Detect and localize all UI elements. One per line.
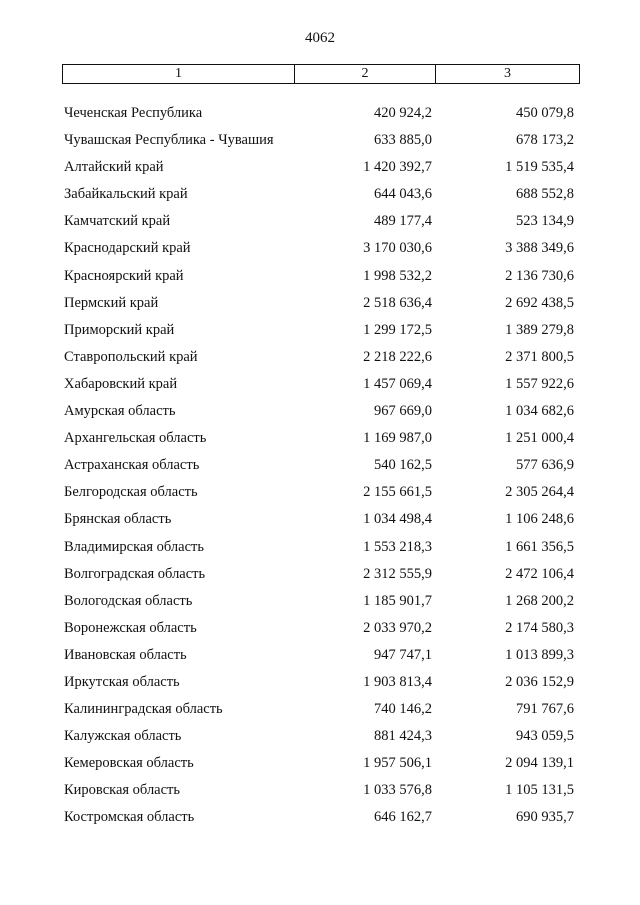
region-name: Чеченская Республика	[64, 105, 203, 121]
value-column-3: 2 472 106,4	[505, 565, 574, 582]
value-column-2: 2 155 661,5	[363, 484, 432, 501]
region-name: Кировская область	[64, 782, 181, 799]
value-column-2: 881 424,3	[374, 728, 432, 745]
table-row	[0, 100, 640, 127]
region-name: Архангельская область	[64, 430, 207, 447]
table-row	[0, 263, 640, 290]
value-column-2: 740 146,2	[374, 701, 432, 718]
value-column-3: 2 136 730,6	[505, 267, 574, 284]
value-column-3: 690 935,7	[516, 809, 574, 826]
value-column-3: 1 106 248,6	[505, 511, 574, 528]
region-name: Забайкальский край	[64, 186, 188, 203]
table-row	[0, 208, 640, 235]
value-column-3: 577 636,9	[516, 457, 574, 474]
value-column-2: 1 034 498,4	[363, 511, 432, 528]
region-name: Калужская область	[64, 728, 182, 745]
column-header-2: 2	[295, 65, 436, 83]
value-column-3: 2 692 438,5	[505, 294, 574, 311]
table-column-header	[62, 64, 580, 84]
column-header-3: 3	[504, 66, 511, 81]
value-column-3: 3 388 349,6	[505, 240, 574, 257]
table-row	[0, 479, 640, 506]
value-column-2: 1 457 069,4	[363, 375, 432, 392]
table-row	[0, 290, 640, 317]
region-name: Вологодская область	[64, 592, 193, 609]
region-name: Владимирская область	[64, 538, 204, 555]
region-name: Костромская область	[64, 809, 195, 826]
table-row	[0, 777, 640, 804]
value-column-3: 1 251 000,4	[505, 430, 574, 447]
value-column-3: 688 552,8	[516, 186, 574, 203]
value-column-2: 1 553 218,3	[363, 538, 432, 555]
table-row	[0, 317, 640, 344]
value-column-3: 523 134,9	[516, 213, 574, 230]
table-row	[0, 723, 640, 750]
value-column-3: 2 371 800,5	[505, 348, 574, 365]
table-row	[0, 154, 640, 181]
value-column-3: 1 519 535,4	[505, 159, 574, 176]
value-column-2: 1 998 532,2	[363, 267, 432, 284]
value-column-2: 644 043,6	[374, 186, 432, 203]
value-column-3: 2 094 139,1	[505, 755, 574, 772]
region-name: Амурская область	[64, 403, 176, 420]
table-row	[0, 235, 640, 262]
region-name: Калининградская область	[64, 701, 223, 718]
value-column-2: 1 957 506,1	[363, 755, 432, 772]
value-column-2: 1 420 392,7	[363, 159, 432, 176]
table-row	[0, 181, 640, 208]
table-row	[0, 642, 640, 669]
table-row	[0, 398, 640, 425]
table-row	[0, 452, 640, 479]
table-row	[0, 534, 640, 561]
value-column-2: 3 170 030,6	[363, 240, 432, 257]
value-column-3: 678 173,2	[516, 132, 574, 149]
table-row	[0, 615, 640, 642]
table-row	[0, 344, 640, 371]
table-body	[0, 100, 640, 832]
table-row	[0, 696, 640, 723]
value-column-2: 646 162,7	[374, 809, 432, 826]
page-number: 4062	[305, 30, 335, 46]
table-row	[0, 127, 640, 154]
region-name: Ставропольский край	[64, 348, 198, 365]
table-row	[0, 750, 640, 777]
region-name: Волгоградская область	[64, 565, 206, 582]
region-name: Кемеровская область	[64, 755, 194, 772]
value-column-3: 1 013 899,3	[505, 646, 574, 663]
value-column-2: 2 218 222,6	[363, 348, 432, 365]
value-column-3: 943 059,5	[516, 728, 574, 745]
value-column-2: 540 162,5	[374, 457, 432, 474]
table-row	[0, 804, 640, 831]
value-column-2: 489 177,4	[374, 213, 432, 230]
value-column-3: 2 174 580,3	[505, 619, 574, 636]
region-name: Чувашская Республика - Чувашия	[64, 132, 274, 149]
region-name: Краснодарский край	[64, 240, 191, 257]
value-column-3: 791 767,6	[516, 701, 574, 718]
value-column-3: 1 389 279,8	[505, 321, 574, 338]
table-row	[0, 561, 640, 588]
table-row	[0, 588, 640, 615]
region-name: Камчатский край	[64, 213, 171, 230]
region-name: Пермский край	[64, 294, 159, 311]
value-column-3: 450 079,8	[516, 105, 574, 121]
region-name: Астраханская область	[64, 457, 200, 474]
region-name: Алтайский край	[64, 159, 164, 176]
value-column-3: 1 105 131,5	[505, 782, 574, 799]
column-header-1: 1	[63, 65, 295, 83]
value-column-3: 1 034 682,6	[505, 403, 574, 420]
table-row	[0, 506, 640, 533]
value-column-2: 633 885,0	[374, 132, 432, 149]
value-column-2: 1 185 901,7	[363, 592, 432, 609]
value-column-3: 2 305 264,4	[505, 484, 574, 501]
region-name: Иркутская область	[64, 673, 180, 690]
value-column-3: 1 661 356,5	[505, 538, 574, 555]
value-column-3: 1 268 200,2	[505, 592, 574, 609]
region-name: Приморский край	[64, 321, 175, 338]
region-name: Хабаровский край	[64, 375, 178, 392]
value-column-2: 420 924,2	[374, 105, 432, 121]
value-column-2: 1 903 813,4	[363, 673, 432, 690]
table-row	[0, 425, 640, 452]
value-column-2: 947 747,1	[374, 646, 432, 663]
value-column-2: 1 169 987,0	[363, 430, 432, 447]
region-name: Воронежская область	[64, 619, 197, 636]
value-column-2: 2 518 636,4	[363, 294, 432, 311]
value-column-3: 2 036 152,9	[505, 673, 574, 690]
region-name: Брянская область	[64, 511, 172, 528]
value-column-2: 967 669,0	[374, 403, 432, 420]
table-row	[0, 371, 640, 398]
value-column-2: 2 033 970,2	[363, 619, 432, 636]
table-row	[0, 669, 640, 696]
region-name: Белгородская область	[64, 484, 198, 501]
value-column-3: 1 557 922,6	[505, 375, 574, 392]
value-column-2: 1 299 172,5	[363, 321, 432, 338]
value-column-2: 1 033 576,8	[363, 782, 432, 799]
region-name: Красноярский край	[64, 267, 184, 284]
region-name: Ивановская область	[64, 646, 187, 663]
value-column-2: 2 312 555,9	[363, 565, 432, 582]
